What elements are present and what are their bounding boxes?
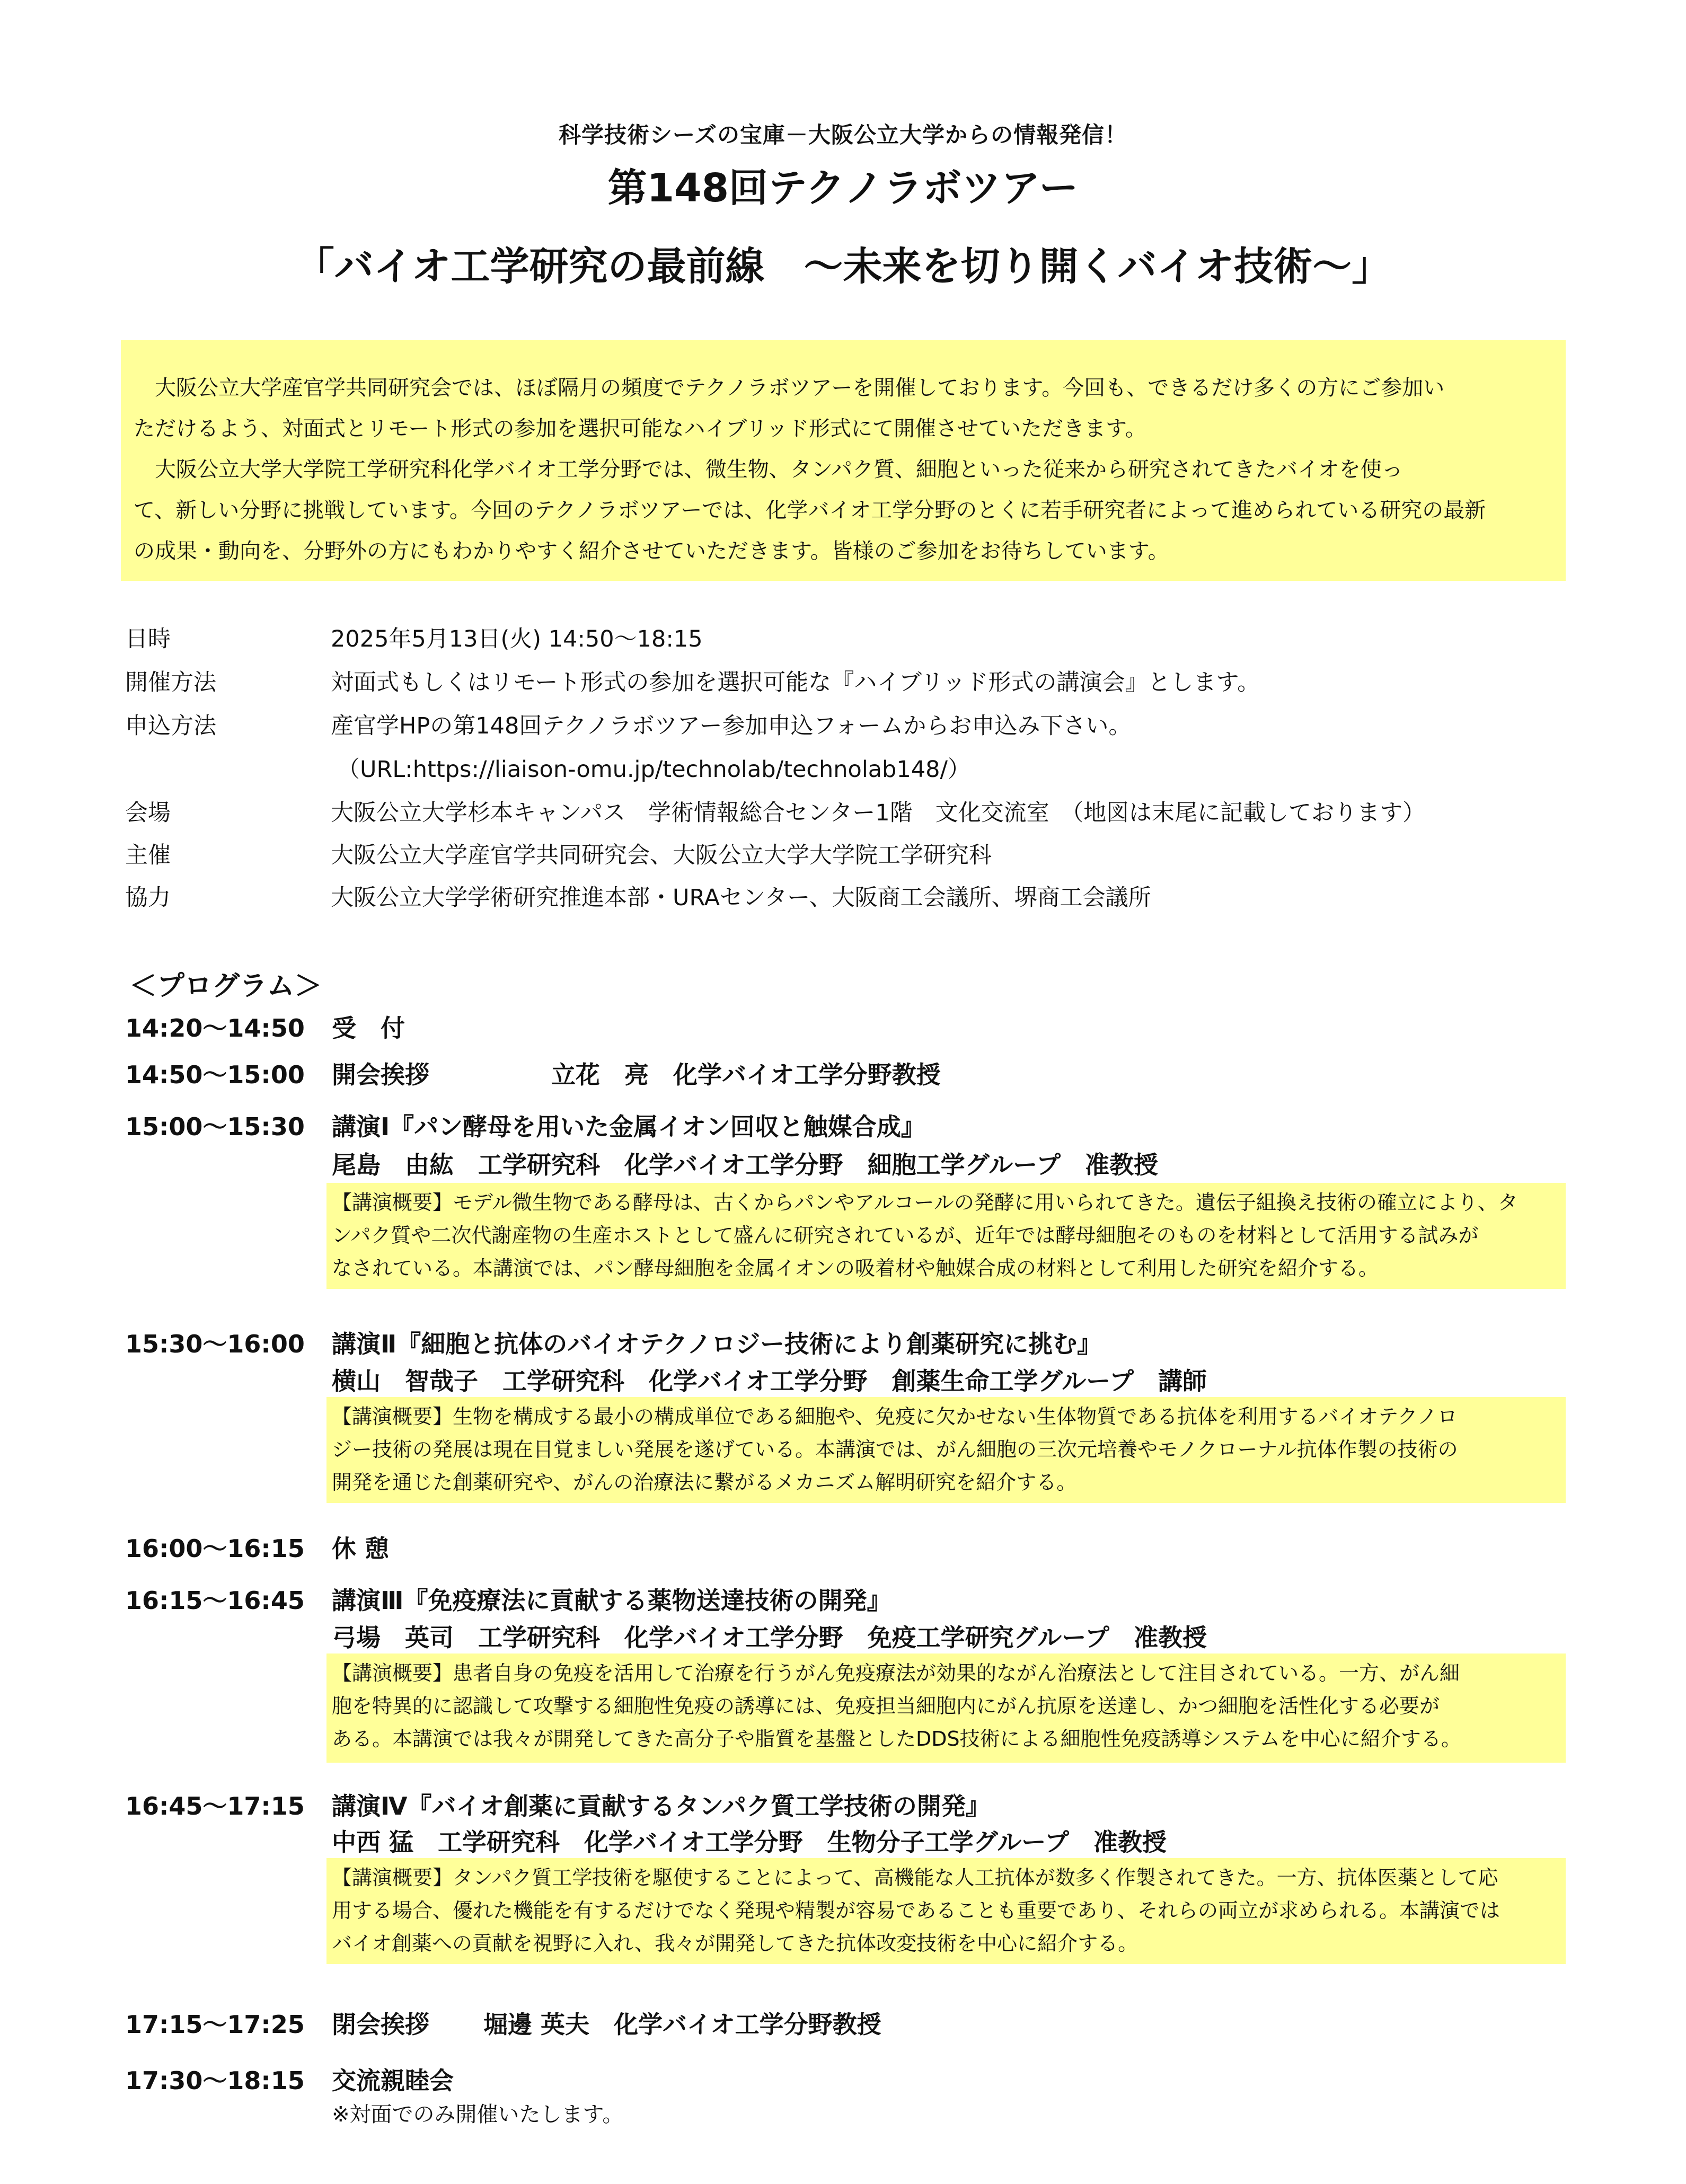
intro-line: の成果・動向を、分野外の方にもわかりやすく紹介させていただきます。皆様のご参加をお待ちしています。	[134, 539, 1169, 563]
info-label: 会場	[125, 800, 171, 826]
talk-summary-box	[326, 1858, 1566, 1964]
program-label: 休 憩	[332, 1534, 390, 1563]
program-label: 閉会挨拶	[332, 2010, 429, 2039]
program-time: 16:45～17:15	[125, 1792, 305, 1820]
talk-speaker: 弓場 英司 工学研究科 化学バイオ工学分野 免疫工学研究グループ 准教授	[332, 1623, 1207, 1652]
talk-title: 講演Ⅱ『細胞と抗体のバイオテクノロジー技術により創薬研究に挑む』	[332, 1330, 1102, 1358]
event-theme: 「バイオ工学研究の最前線 ～未来を切り開くバイオ技術～」	[295, 244, 1391, 289]
talk-summary-box	[326, 1397, 1566, 1503]
program-time: 16:00～16:15	[125, 1534, 305, 1563]
summary-line: 【講演概要】モデル微生物である酵母は、古くからパンやアルコールの発酵に用いられてきた。遺伝子組換え技術の確立により、タ	[332, 1191, 1518, 1214]
program-time: 16:15～16:45	[125, 1586, 305, 1615]
info-value: 大阪公立大学学術研究推進本部・URAセンター、大阪商工会議所、堺商工会議所	[331, 885, 1151, 911]
summary-line: 【講演概要】患者自身の免疫を活用して治療を行うがん免疫療法が効果的ながん治療法として注目されている。一方、がん細	[332, 1661, 1460, 1685]
talk-speaker: 尾島 由紘 工学研究科 化学バイオ工学分野 細胞工学グループ 准教授	[332, 1151, 1158, 1179]
info-value: 大阪公立大学杉本キャンパス 学術情報総合センター1階 文化交流室 （地図は末尾に記載しております）	[331, 800, 1426, 826]
program-speaker: 立花 亮 化学バイオ工学分野教授	[551, 1060, 941, 1089]
intro-line: 大阪公立大学産官学共同研究会では、ほぼ隔月の頻度でテクノラボツアーを開催しております。今回も、できるだけ多くの方にご参加い	[134, 376, 1445, 400]
summary-line: バイオ創薬への貢献を視野に入れ、我々が開発してきた抗体改変技術を中心に紹介する。	[332, 1932, 1138, 1955]
talk-summary-box	[326, 1654, 1566, 1763]
intro-line: て、新しい分野に挑戦しています。今回のテクノラボツアーでは、化学バイオ工学分野のとくに若手研究者によって進められている研究の最新	[134, 498, 1486, 523]
program-label: 開会挨拶	[332, 1060, 429, 1089]
summary-line: ンパク質や二次代謝産物の生産ホストとして盛んに研究されているが、近年では酵母細胞そのものを材料として活用する試みが	[332, 1224, 1479, 1247]
info-value: 大阪公立大学産官学共同研究会、大阪公立大学大学院工学研究科	[331, 842, 992, 869]
info-value: 対面式もしくはリモート形式の参加を選択可能な『ハイブリッド形式の講演会』とします。	[331, 669, 1260, 696]
info-value: 産官学HPの第148回テクノラボツアー参加申込フォームからお申込み下さい。	[331, 713, 1132, 739]
summary-line: 【講演概要】生物を構成する最小の構成単位である細胞や、免疫に欠かせない生体物質である抗体を利用するバイオテクノロ	[332, 1405, 1458, 1428]
program-heading: ＜プログラム＞	[129, 970, 322, 1002]
talk-summary-box	[326, 1183, 1566, 1289]
program-time: 17:15～17:25	[125, 2010, 305, 2039]
event-title: 第148回テクノラボツアー	[607, 165, 1079, 211]
talk-speaker: 横山 智哉子 工学研究科 化学バイオ工学分野 創薬生命工学グループ 講師	[332, 1367, 1207, 1395]
intro-line: ただけるよう、対面式とリモート形式の参加を選択可能なハイブリッド形式にて開催させていただきます。	[134, 417, 1146, 441]
summary-line: ジー技術の発展は現在目覚ましい発展を遂げている。本講演では、がん細胞の三次元培養やモノクローナル抗体作製の技術の	[332, 1438, 1458, 1461]
social-note: ※対面でのみ開催いたします。	[332, 2102, 624, 2127]
summary-line: 胞を特異的に認識して攻撃する細胞性免疫の誘導には、免疫担当細胞内にがん抗原を送達し、かつ細胞を活性化する必要が	[332, 1694, 1440, 1718]
info-label: 開催方法	[125, 669, 216, 696]
info-label: 協力	[125, 885, 171, 911]
program-time: 14:50～15:00	[125, 1060, 305, 1089]
talk-title: 講演Ⅰ『パン酵母を用いた金属イオン回収と触媒合成』	[332, 1112, 925, 1141]
program-time: 15:30～16:00	[125, 1330, 305, 1358]
summary-line: 【講演概要】タンパク質工学技術を駆使することによって、高機能な人工抗体が数多く作製されてきた。一方、抗体医薬として応	[332, 1866, 1498, 1889]
info-label: 日時	[125, 626, 171, 652]
talk-title: 講演Ⅳ『バイオ創薬に貢献するタンパク質工学技術の開発』	[332, 1792, 990, 1820]
intro-line: 大阪公立大学大学院工学研究科化学バイオ工学分野では、微生物、タンパク質、細胞といった従来から研究されてきたバイオを使っ	[134, 457, 1403, 482]
info-label: 主催	[125, 842, 171, 869]
summary-line: なされている。本講演では、パン酵母細胞を金属イオンの吸着材や触媒合成の材料として利用した研究を紹介する。	[332, 1257, 1379, 1280]
talk-title: 講演Ⅲ『免疫療法に貢献する薬物送達技術の開発』	[332, 1586, 891, 1615]
info-value: 2025年5月13日(火) 14:50～18:15	[331, 626, 703, 652]
program-time: 15:00～15:30	[125, 1112, 305, 1141]
program-speaker: 堀邊 英夫 化学バイオ工学分野教授	[483, 2010, 881, 2039]
program-label: 受 付	[332, 1014, 405, 1042]
program-time: 14:20～14:50	[125, 1014, 305, 1042]
summary-line: 用する場合、優れた機能を有するだけでなく発現や精製が容易であることも重要であり、それらの両立が求められる。本講演では	[332, 1899, 1500, 1922]
summary-line: ある。本講演では我々が開発してきた高分子や脂質を基盤としたDDS技術による細胞性免疫誘導システムを中心に紹介する。	[332, 1727, 1461, 1750]
intro-box	[121, 340, 1566, 581]
info-label: 申込方法	[125, 713, 216, 739]
summary-line: 開発を通じた創薬研究や、がんの治療法に繋がるメカニズム解明研究を紹介する。	[332, 1471, 1077, 1494]
apply-url-link[interactable]: （URL:https://liaison-omu.jp/technolab/technolab148/）	[337, 756, 971, 783]
event-subtitle: 科学技術シーズの宝庫－大阪公立大学からの情報発信！	[559, 122, 1127, 148]
talk-speaker: 中西 猛 工学研究科 化学バイオ工学分野 生物分子工学グループ 准教授	[332, 1828, 1167, 1856]
program-label: 交流親睦会	[332, 2066, 454, 2095]
program-time: 17:30～18:15	[125, 2066, 305, 2095]
